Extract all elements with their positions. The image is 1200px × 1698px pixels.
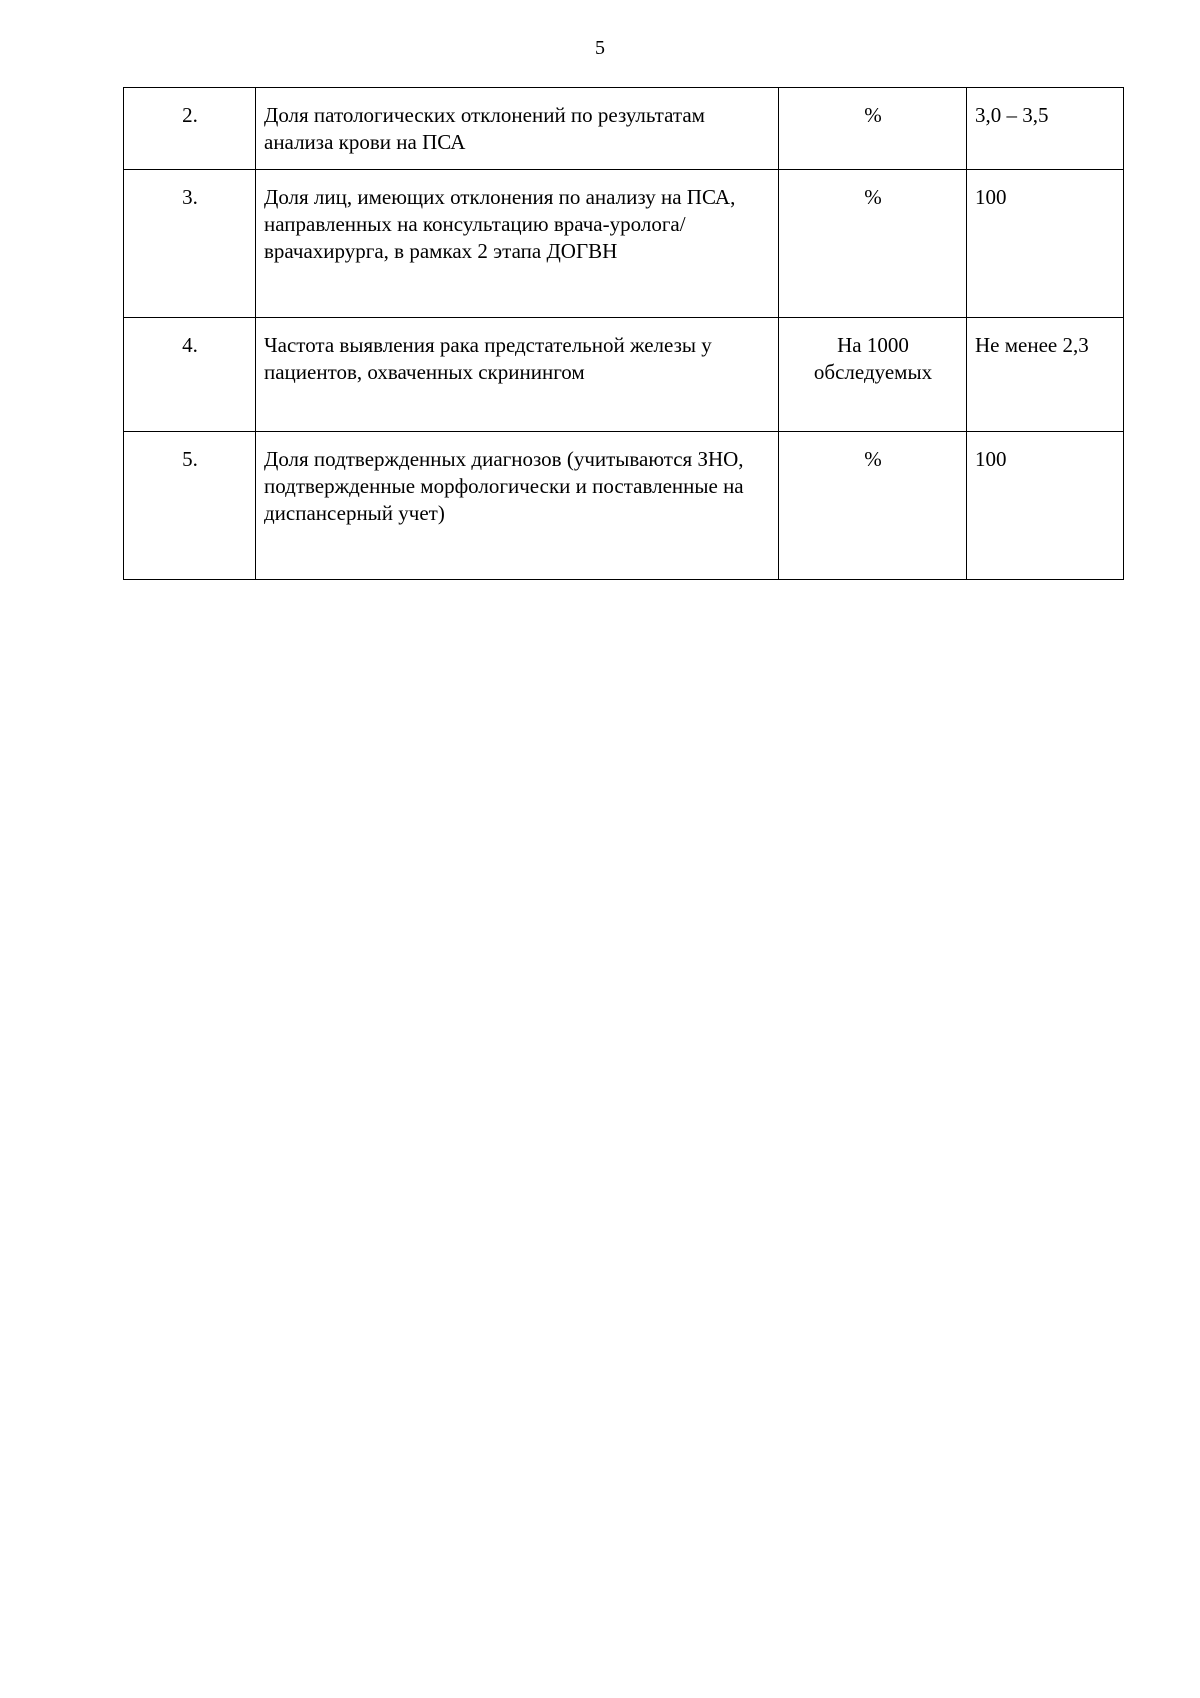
row-number: 4. (124, 318, 256, 432)
table-row (124, 170, 1124, 318)
indicator-name: Доля патологических отклонений по результатам анализа крови на ПСА (256, 88, 779, 170)
table-row (124, 318, 1124, 432)
unit-of-measure: % (779, 170, 967, 318)
target-value: 100 (967, 432, 1124, 580)
row-number: 3. (124, 170, 256, 318)
target-value: 3,0 – 3,5 (967, 88, 1124, 170)
unit-of-measure: На 1000 обследуемых (779, 318, 967, 432)
target-value: 100 (967, 170, 1124, 318)
table-row (124, 88, 1124, 170)
indicators-table (123, 87, 1124, 580)
indicator-name: Доля подтвержденных диагнозов (учитываются ЗНО, подтвержденные морфологически и поставленные на диспансерный учет) (256, 432, 779, 580)
page-number: 5 (595, 37, 605, 59)
unit-of-measure: % (779, 88, 967, 170)
indicator-name: Частота выявления рака предстательной железы у пациентов, охваченных скринингом (256, 318, 779, 432)
indicator-name: Доля лиц, имеющих отклонения по анализу на ПСА, направленных на консультацию врача-уролога/врачахирурга, в рамках 2 этапа ДОГВН (256, 170, 779, 318)
table-row (124, 432, 1124, 580)
row-number: 5. (124, 432, 256, 580)
target-value: Не менее 2,3 (967, 318, 1124, 432)
row-number: 2. (124, 88, 256, 170)
unit-of-measure: % (779, 432, 967, 580)
